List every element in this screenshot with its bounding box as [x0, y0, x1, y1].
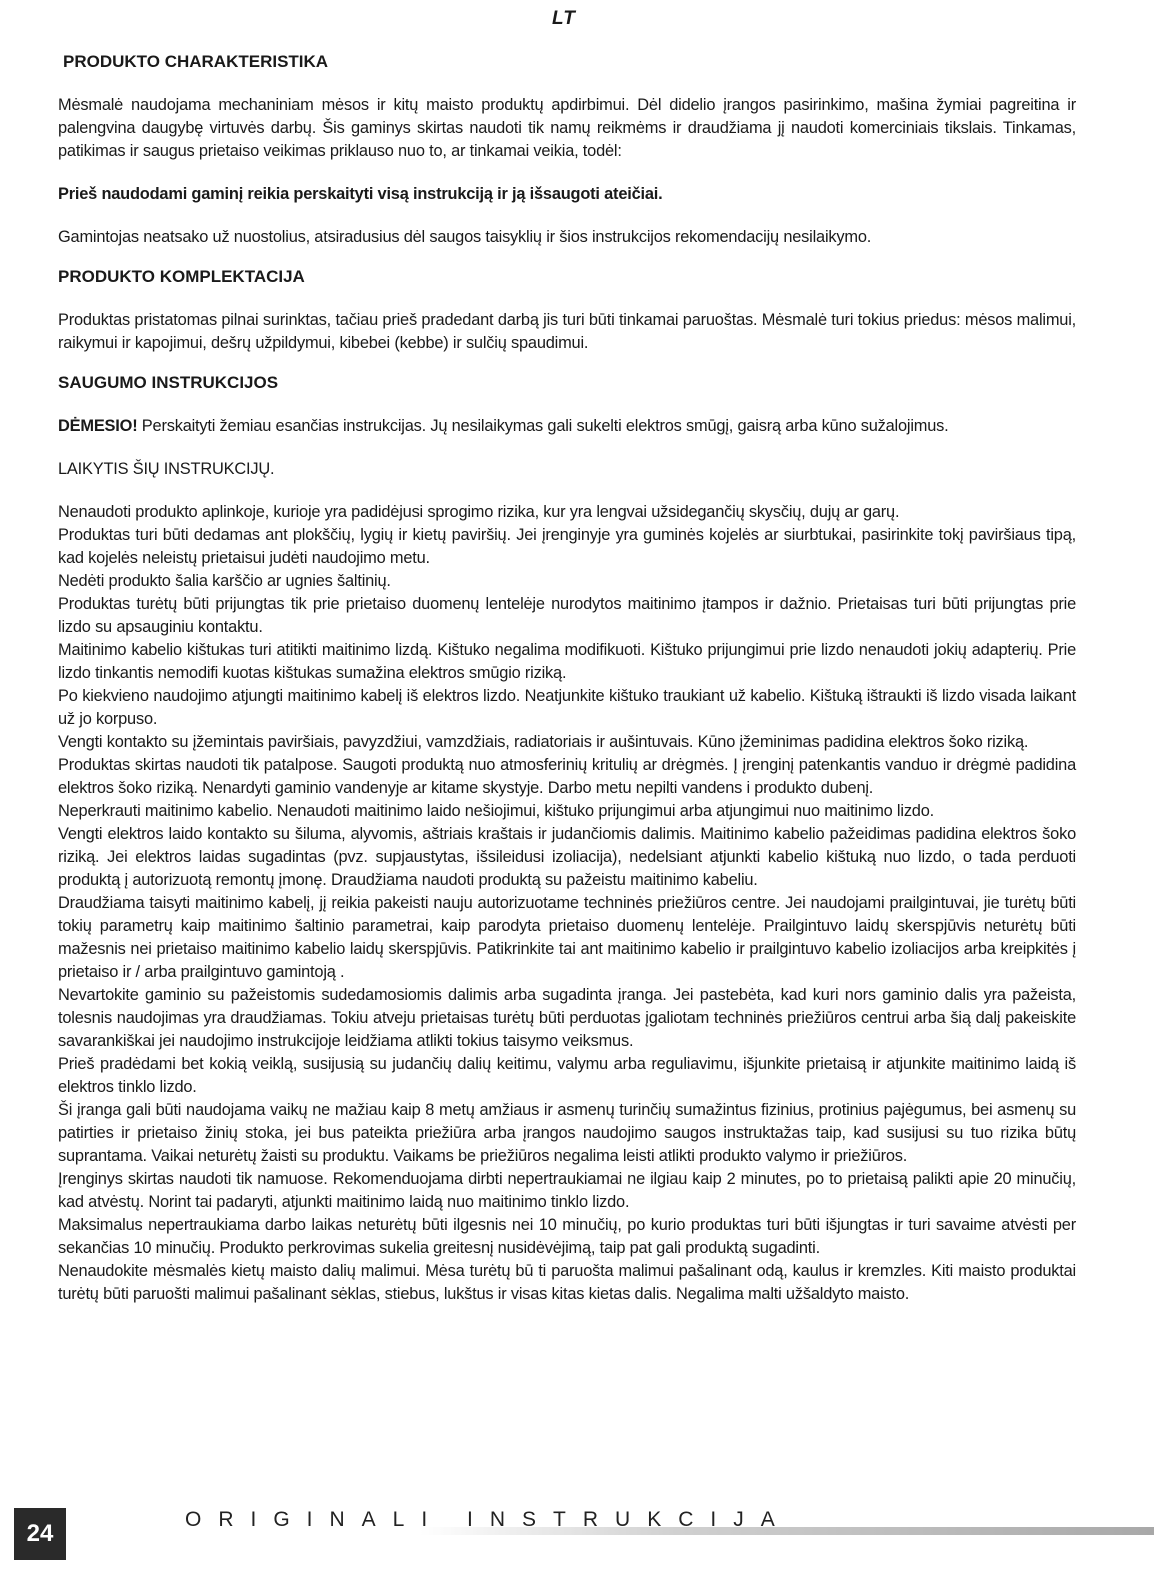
- liability-disclaimer: Gamintojas neatsako už nuostolius, atsiradusius dėl saugos taisyklių ir šios instrukcijos rekomendacijų nesilaikymo.: [58, 228, 872, 246]
- safety-item: Vengti elektros laido kontakto su šiluma, alyvomis, aštriais kraštais ir judančiomis dalimis. Maitinimo kabelio pažeidimas padidina elektros šoko riziką. Jei elektros laidas sugadintas (pvz. supjaustytas, išsileidusi izoliacija), nedelsiant atjunkti kabelio kištuką nuo lizdo, o tada perduoti produktą į autorizuotą remontų įmonę. Draudžiama naudoti produktą su pažeistu maitinimo kabeliu.: [58, 825, 1076, 889]
- safety-item: Neperkrauti maitinimo kabelio. Nenaudoti maitinimo laido nešiojimui, kištuko prijungimui arba atjungimui nuo maitinimo lizdo.: [58, 802, 934, 820]
- safety-item: Produktas turėtų būti prijungtas tik prie prietaiso duomenų lentelėje nurodytos maitinimo įtampos ir dažnio. Prietaisas turi būti prijungtas prie lizdo su apsauginiu kontaktu.: [58, 595, 1076, 636]
- safety-item: Nevartokite gaminio su pažeistomis sudedamosiomis dalimis arba sugadinta įranga. Jei pastebėta, kad kuri nors gaminio dalis yra pažeista, tolesnis naudojimas yra draudžiamas. Tokiu atveju prietaisas turėtų būti perduotas įgaliotam techninės priežiūros centrui arba šią dalį pakeiskite savarankiškai jei naudojimo instrukcijoje leidžiama atlikti tokius taisymo veiksmus.: [58, 986, 1076, 1050]
- characteristics-paragraph: Mėsmalė naudojama mechaniniam mėsos ir kitų maisto produktų apdirbimui. Dėl didelio įrangos pasirinkimo, mašina žymiai pagreitina ir palengvina daugybę virtuvės darbų. Šis gaminys skirtas naudoti tik namų reikmėms ir draudžiama jį naudoti komerciniais tikslais. Tinkamas, patikimas ir saugus prietaiso veikimas priklauso nuo to, ar tinkamai veikia, todėl:: [58, 96, 1076, 160]
- safety-warning: [58, 415, 1076, 438]
- safety-item: Draudžiama taisyti maitinimo kabelį, jį reikia pakeisti nauju autorizuotame techninės priežiūros centre. Jei naudojami prailgintuvai, jie turėtų būti tokių parametrų kaip maitinimo šaltinio parametrai, kaip parodyta prietaiso duomenų lentelėje. Prailgintuvo laidų skerspjūvis neturėtų būti mažesnis nei prietaiso maitinimo kabelio laidų skerspjūvis. Patikrinkite tai ant maitinimo kabelio ir prailgintuvo kabelio izoliacijos arba kreipkitės į prietaiso ir / arba prailgintuvo gamintoją .: [58, 894, 1076, 981]
- safety-item: Prieš pradėdami bet kokią veiklą, susijusią su judančių dalių keitimu, valymu arba reguliavimu, išjunkite prietaisą ir atjunkite maitinimo laidą iš elektros tinklo lizdo.: [58, 1055, 1076, 1096]
- keep-instructions: LAIKYTIS ŠIŲ INSTRUKCIJŲ.: [58, 460, 275, 478]
- warning-label: DĖMESIO!: [58, 417, 138, 435]
- safety-item: Vengti kontakto su įžemintais paviršiais, pavyzdžiui, vamzdžiais, radiatoriais ir aušintuvais. Kūno įžeminimas padidina elektros šoko riziką.: [58, 733, 1029, 751]
- safety-item: Maksimalus nepertraukiama darbo laikas neturėtų būti ilgesnis nei 10 minučių, po kurio produktas turi būti išjungtas ir turi savaime atvėsti per sekančias 10 minučių. Produkto perkrovimas sukelia greitesnį nusidėvėjimą, taip pat gali produktą sugadinti.: [58, 1216, 1076, 1257]
- safety-item: Nedėti produkto šalia karščio ar ugnies šaltinių.: [58, 572, 391, 590]
- safety-item: Įrenginys skirtas naudoti tik namuose. Rekomenduojama dirbti nepertraukiamai ne ilgiau kaip 2 minutes, po to prietaisą palikti apie 20 minučių, kad atvėstų. Norint tai padaryti, atjunkti maitinimo laidą nuo maitinimo tinklo lizdo.: [58, 1170, 1076, 1211]
- safety-item: Po kiekvieno naudojimo atjungti maitinimo kabelį iš elektros lizdo. Neatjunkite kištuko traukiant už kabelio. Kištuką ištraukti iš lizdo visada laikant už jo korpuso.: [58, 687, 1076, 728]
- footer-title: ORIGINALI INSTRUKCIJA: [185, 1508, 792, 1531]
- kit-paragraph: Produktas pristatomas pilnai surinktas, tačiau prieš pradedant darbą jis turi būti tinkamai paruoštas. Mėsmalė turi tokius priedus: mėsos malimui, raikymui ir kapojimui, dešrų užpildymui, kibebei (kebbe) ir sulčių spaudimui.: [58, 311, 1076, 352]
- safety-item: Nenaudokite mėsmalės kietų maisto dalių malimui. Mėsa turėtų bū ti paruošta malimui pašalinant odą, kaulus ir kremzles. Kiti maisto produktai turėtų būti paruošti malimui pašalinant sėklas, stiebus, lukštus ir visas kitas kietas dalis. Negalima malti užšaldyto maisto.: [58, 1262, 1076, 1303]
- safety-item: Ši įranga gali būti naudojama vaikų ne mažiau kaip 8 metų amžiaus ir asmenų turinčių sumažintus fizinius, protinius pajėgumus, bei asmenų su patirties ir prietaiso žinių stoka, jei bus pateikta priežiūra arba įrangos naudojimo saugos instruktažas taip, kad susijusi su tuo rizika būtų suprantama. Vaikai neturėtų žaisti su produktu. Vaikams be priežiūros negalima leisti atlikti produkto valymo ir priežiūros.: [58, 1101, 1076, 1165]
- warning-text: Perskaityti žemiau esančias instrukcijas. Jų nesilaikymas gali sukelti elektros smūgį, gaisrą arba kūno sužalojimus.: [137, 417, 949, 435]
- section-title-kit: PRODUKTO KOMPLEKTACIJA: [58, 267, 305, 286]
- safety-item: Maitinimo kabelio kištukas turi atitikti maitinimo lizdą. Kištuko negalima modifikuoti. Kištuko prijungimui prie lizdo nenaudoti jokių adapterių. Prie lizdo tinkantis nemodifi kuotas kištukas sumažina elektros smūgio riziką.: [58, 641, 1076, 682]
- read-instructions-notice: Prieš naudodami gaminį reikia perskaityti visą instrukciją ir ją išsaugoti ateičiai.: [58, 185, 663, 203]
- safety-item: Produktas turi būti dedamas ant plokščių, lygių ir kietų paviršių. Jei įrenginyje yra guminės kojelės ar siurbtukai, pasirinkite tokį paviršiaus tipą, kad kojelės neleistų prietaisui judėti naudojimo metu.: [58, 526, 1076, 567]
- page-number: 24: [14, 1508, 66, 1560]
- section-title-safety: SAUGUMO INSTRUKCIJOS: [58, 373, 279, 392]
- page-content: [58, 38, 1076, 1306]
- section-title-characteristics: PRODUKTO CHARAKTERISTIKA: [63, 52, 329, 71]
- language-code: LT: [552, 8, 576, 29]
- safety-item: Nenaudoti produkto aplinkoje, kurioje yra padidėjusi sprogimo rizika, kur yra lengvai užsidegančių skysčių, dujų ar garų.: [58, 503, 900, 521]
- safety-item: Produktas skirtas naudoti tik patalpose. Saugoti produktą nuo atmosferinių kritulių ar drėgmės. Į įrenginį patenkantis vanduo ir drėgmė padidina elektros šoko riziką. Nenardyti gaminio vandenyje ar kitame skystyje. Darbo metu nepilti vandens i produkto dubenį.: [58, 756, 1076, 797]
